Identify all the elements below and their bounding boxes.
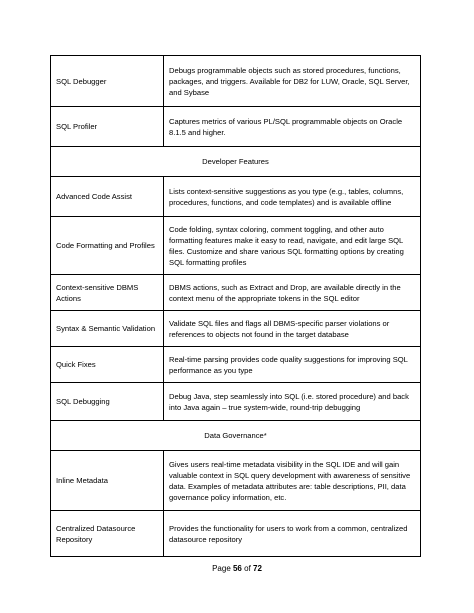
- total-page-count: 72: [253, 564, 262, 573]
- feature-description: [164, 217, 421, 275]
- feature-name: Code Formatting and Profiles: [51, 217, 164, 275]
- feature-description: [164, 177, 421, 217]
- table-row: [51, 177, 421, 217]
- feature-description-text: Captures metrics of various PL/SQL programmable objects on Oracle 8.1.5 and higher.: [169, 117, 403, 137]
- feature-description: [164, 311, 421, 347]
- feature-description-text: Validate SQL files and flags all DBMS-specific parser violations or references to objects not found in the target database: [169, 319, 390, 339]
- feature-name: Advanced Code Assist: [51, 177, 164, 217]
- feature-name: Quick Fixes: [51, 347, 164, 383]
- feature-name: Syntax & Semantic Validation: [51, 311, 164, 347]
- feature-description: [164, 383, 421, 421]
- feature-name: Context-sensitive DBMS Actions: [51, 275, 164, 311]
- feature-description: [164, 347, 421, 383]
- feature-description: [164, 275, 421, 311]
- table-row: [51, 383, 421, 421]
- feature-description-text: Real-time parsing provides code quality suggestions for improving SQL performance as you type: [169, 355, 408, 375]
- feature-name: Inline Metadata: [51, 451, 164, 511]
- feature-description-text: Code folding, syntax coloring, comment toggling, and other auto formatting features make it easy to read, navigate, and edit large SQL files. Customize and share various SQL formatting options by creating SQL formatting profiles: [169, 225, 404, 267]
- feature-description-text: Debugs programmable objects such as stored procedures, functions, packages, and triggers. Available for DB2 for LUW, Oracle, SQL Server, and Sybase: [169, 66, 410, 97]
- feature-description: [164, 451, 421, 511]
- feature-description-text: Gives users real-time metadata visibility in the SQL IDE and will gain valuable context in SQL query development with awareness of sensitive data. Examples of metadata attributes are: table descriptions, PII, data governance policy information, etc.: [169, 460, 411, 502]
- section-row: [51, 147, 421, 177]
- table-row: [51, 217, 421, 275]
- feature-name: SQL Debugging: [51, 383, 164, 421]
- table-row: [51, 56, 421, 107]
- feature-description-text: Lists context-sensitive suggestions as you type (e.g., tables, columns, procedures, functions, and code templates) and is available offline: [169, 187, 404, 207]
- feature-table: [50, 55, 421, 557]
- feature-name: SQL Profiler: [51, 107, 164, 147]
- page-label: Page: [212, 564, 233, 573]
- page-footer: [0, 564, 474, 573]
- table-row: [51, 347, 421, 383]
- table-row: [51, 311, 421, 347]
- section-heading: Data Governance*: [51, 421, 421, 451]
- page-of-label: of: [241, 564, 254, 573]
- feature-description-text: Debug Java, step seamlessly into SQL (i.e. stored procedure) and back into Java again – true system-wide, round-trip debugging: [169, 392, 409, 412]
- feature-name: SQL Debugger: [51, 56, 164, 107]
- table-row: [51, 107, 421, 147]
- section-row: [51, 421, 421, 451]
- feature-description-text: DBMS actions, such as Extract and Drop, are available directly in the context menu of the appropriate tokens in the SQL editor: [169, 283, 401, 303]
- feature-name: Centralized Datasource Repository: [51, 511, 164, 557]
- feature-description: [164, 56, 421, 107]
- feature-description-text: Provides the functionality for users to work from a common, centralized datasource repository: [169, 524, 408, 544]
- feature-description: [164, 107, 421, 147]
- table-row: [51, 275, 421, 311]
- table-row: [51, 451, 421, 511]
- feature-description: [164, 511, 421, 557]
- section-heading: Developer Features: [51, 147, 421, 177]
- table-row: [51, 511, 421, 557]
- current-page-number: 56: [232, 564, 242, 573]
